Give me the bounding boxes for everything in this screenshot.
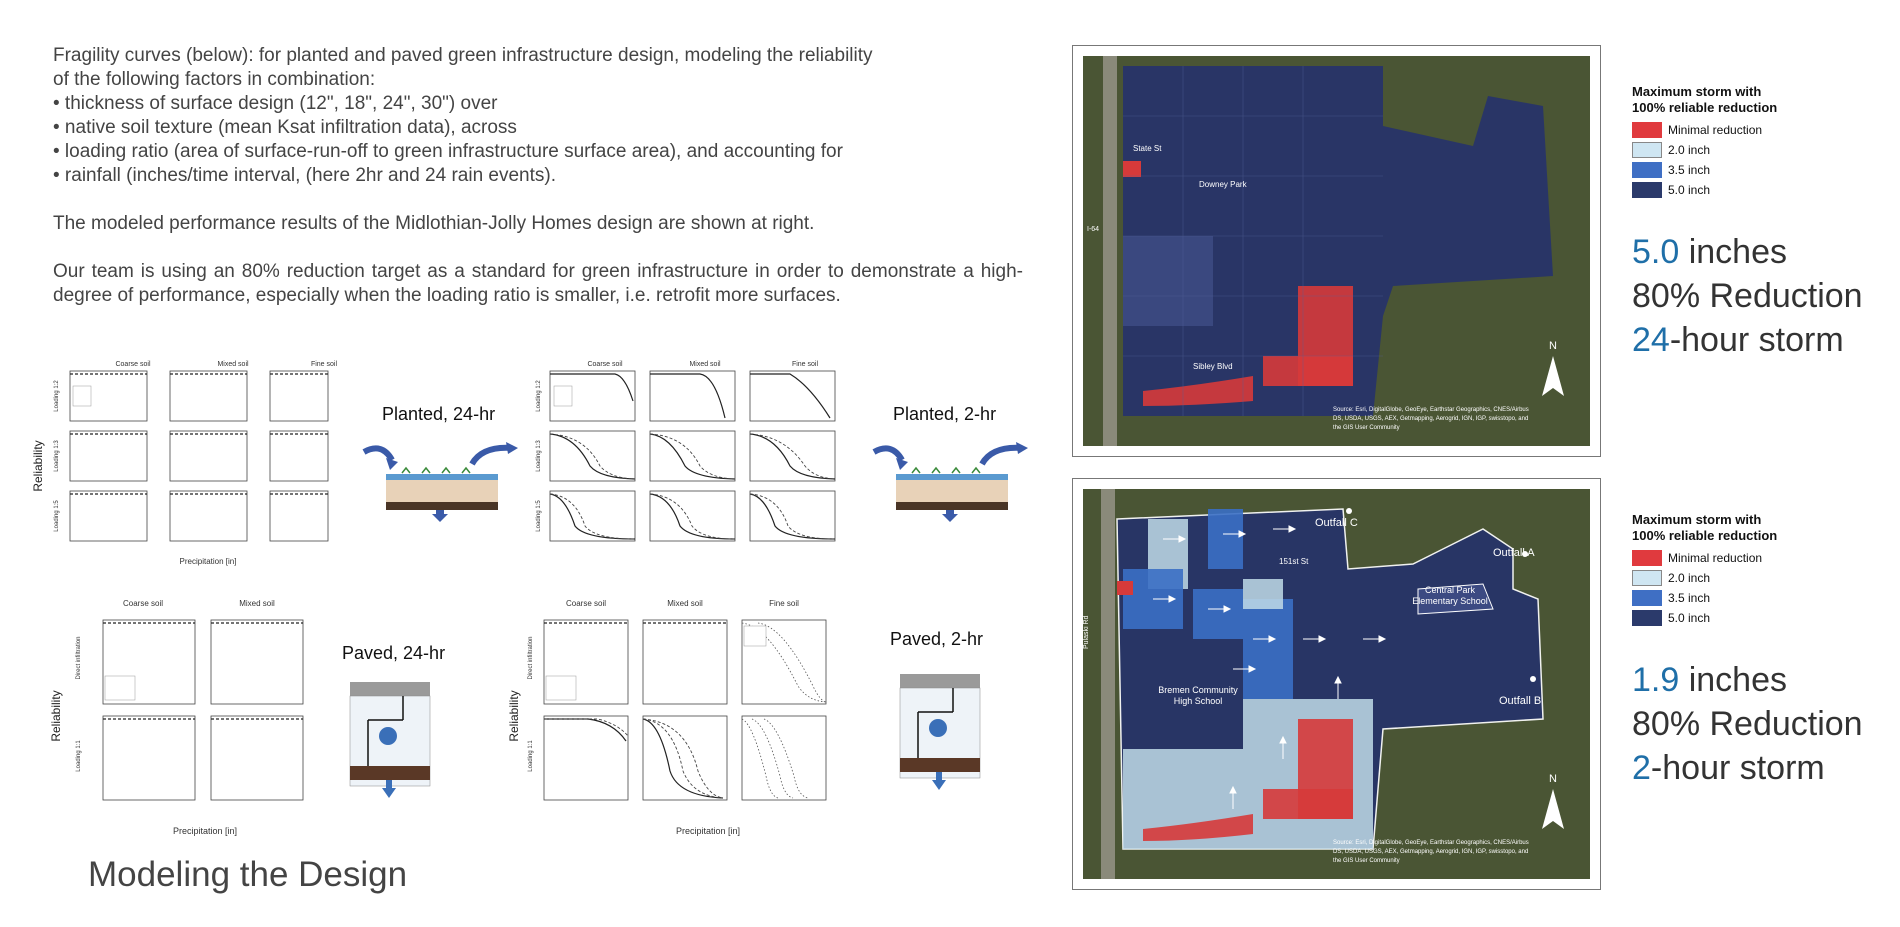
legend-swatch [1632, 182, 1662, 198]
legend-swatch [1632, 590, 1662, 606]
map-24hr-image [1083, 56, 1590, 446]
metric-storm-label: -hour storm [1650, 749, 1825, 787]
row-title: Loading 1:1 [76, 740, 82, 772]
intro-text [53, 44, 1023, 332]
row-title: Loading 1:5 [54, 500, 60, 532]
panel-label-paved-24: Paved, 24-hr [342, 643, 446, 663]
legend-item [1632, 120, 1832, 140]
paved-2hr-diagram [898, 672, 982, 792]
legend-item [1632, 140, 1832, 160]
col-title: Fine soil [769, 599, 799, 608]
y-axis-label: Reliability [49, 690, 63, 742]
col-title: Coarse soil [115, 361, 151, 368]
row-title: Loading 1:2 [54, 380, 60, 412]
x-axis-label: Precipitation [in] [172, 826, 238, 836]
row-title: Loading 1:3 [54, 440, 60, 472]
north-arrow-label: N [1549, 340, 1557, 352]
legend-item-label: 2.0 inch [1668, 571, 1711, 585]
row-title: Loading 1:2 [536, 380, 542, 412]
legend-item-label: 2.0 inch [1668, 143, 1711, 157]
legend-item-label: 5.0 inch [1668, 183, 1711, 197]
col-title: Mixed soil [689, 361, 721, 368]
row-title: Loading 1:5 [536, 500, 542, 532]
legend-swatch [1632, 550, 1662, 566]
col-title: Coarse soil [122, 599, 164, 608]
legend-map-24hr [1632, 84, 1832, 200]
x-axis-label: Precipitation [in] [179, 557, 237, 566]
intro-bullet: • native soil texture (mean Ksat infiltration data), across [53, 117, 517, 138]
legend-item [1632, 568, 1832, 588]
map-label: Downey Park [1199, 180, 1247, 189]
panel-label-planted-2: Planted, 2-hr [893, 404, 997, 424]
metric-value: 1.9 [1632, 661, 1680, 699]
map-24hr [1072, 45, 1601, 457]
map-label: State St [1133, 144, 1162, 153]
x-axis-label: Precipitation [in] [675, 826, 741, 836]
intro-line: of the following factors in combination: [53, 69, 376, 90]
y-axis-label: Reliability [507, 690, 521, 742]
planted-24hr-curves [28, 356, 338, 571]
metric-reduction: 80% Reduction [1632, 705, 1863, 743]
metric-value: 5.0 [1632, 233, 1680, 271]
legend-item [1632, 180, 1832, 200]
row-title: Direct infiltration [528, 636, 534, 680]
legend-item-label: 3.5 inch [1668, 591, 1711, 605]
legend-swatch [1632, 122, 1662, 138]
metric-depth [1632, 658, 1863, 702]
map-credit: Source: Esri, DigitalGlobe, GeoEye, Earthstar Geographics, CNES/Airbus DS, USDA, USGS, AEX, Getmapping, Aerogrid, IGN, IGP, swisstopo, and the GIS User Community [1333, 840, 1529, 864]
legend-title [1632, 512, 1832, 544]
legend-swatch [1632, 142, 1662, 158]
map-2hr-image [1083, 489, 1590, 879]
legend-item-label: 5.0 inch [1668, 611, 1711, 625]
col-title: Coarse soil [565, 599, 607, 608]
metric-storm-label: -hour storm [1669, 321, 1844, 359]
planted-2hr-curves [520, 356, 850, 546]
col-title: Mixed soil [239, 599, 275, 608]
legend-title-line: Maximum storm with [1632, 84, 1762, 99]
results-text: The modeled performance results of the Midlothian-Jolly Homes design are shown at right. [53, 213, 815, 234]
legend-swatch [1632, 610, 1662, 626]
col-title: Coarse soil [587, 361, 623, 368]
panel-label-paved-2: Paved, 2-hr [890, 629, 984, 649]
map-label: I-64 [1087, 226, 1100, 233]
legend-swatch [1632, 162, 1662, 178]
col-title: Mixed soil [217, 361, 249, 368]
legend-swatch [1632, 570, 1662, 586]
legend-item [1632, 608, 1832, 628]
map-label: Outfall C [1315, 517, 1358, 529]
col-title: Fine soil [791, 361, 819, 368]
north-arrow-label: N [1549, 773, 1557, 785]
legend-item [1632, 160, 1832, 180]
map-label: Central Park Elementary School [1412, 585, 1488, 606]
metric-storm [1632, 318, 1863, 362]
metric-storm [1632, 746, 1863, 790]
metric-2hr [1632, 658, 1863, 790]
map-2hr [1072, 478, 1601, 890]
intro-line: Fragility curves (below): for planted and paved green infrastructure design, modeling the reliability [53, 45, 873, 66]
legend-item-label: Minimal reduction [1668, 551, 1763, 565]
map-label: 151st St [1279, 557, 1309, 566]
map-label: Sibley Blvd [1193, 362, 1233, 371]
paved-2hr-curves [508, 596, 848, 836]
map-24hr-drawing [1083, 56, 1590, 446]
col-title: Mixed soil [667, 599, 703, 608]
target-text: Our team is using an 80% reduction target as a standard for green infrastructure in order to demonstrate a high-degree of performance, especially when the loading ratio is smaller, i.e. retrofit more surfaces. [53, 261, 1023, 306]
row-title: Loading 1:1 [528, 740, 534, 772]
legend-map-2hr [1632, 512, 1832, 628]
map-label: Outfall B [1499, 695, 1542, 707]
legend-item [1632, 548, 1832, 568]
legend-title-line: 100% reliable reduction [1632, 528, 1778, 543]
row-title: Direct infiltration [76, 636, 82, 680]
map-label: Bremen Community High School [1158, 685, 1238, 706]
metric-depth [1632, 230, 1863, 274]
metric-unit: inches [1679, 661, 1787, 699]
col-title: Fine soil [310, 361, 338, 368]
legend-title-line: 100% reliable reduction [1632, 100, 1778, 115]
metric-24hr [1632, 230, 1863, 362]
intro-bullet: • rainfall (inches/time interval, (here 2hr and 24 rain events). [53, 165, 556, 186]
metric-hours: 24 [1632, 321, 1670, 359]
legend-item-label: 3.5 inch [1668, 163, 1711, 177]
legend-title [1632, 84, 1832, 116]
metric-hours: 2 [1632, 749, 1651, 787]
legend-title-line: Maximum storm with [1632, 512, 1762, 527]
y-axis-label: Reliability [31, 440, 45, 492]
planted-24hr-diagram [362, 440, 522, 520]
paved-24hr-diagram [348, 680, 432, 800]
map-label: Pulaski Rd [1083, 615, 1090, 649]
page-title: Modeling the Design [88, 855, 408, 894]
paved-24hr-curves [45, 596, 345, 836]
intro-bullet: • loading ratio (area of surface-run-off to green infrastructure surface area), and accounting for [53, 141, 843, 162]
legend-item [1632, 588, 1832, 608]
metric-reduction: 80% Reduction [1632, 277, 1863, 315]
metric-unit: inches [1679, 233, 1787, 271]
map-label: Outfall A [1493, 547, 1535, 559]
row-title: Loading 1:3 [536, 440, 542, 472]
panel-label-planted-24: Planted, 24-hr [382, 404, 496, 424]
planted-2hr-diagram [872, 440, 1032, 520]
intro-bullet: • thickness of surface design (12", 18", 24", 30") over [53, 93, 498, 114]
map-credit: Source: Esri, DigitalGlobe, GeoEye, Earthstar Geographics, CNES/Airbus DS, USDA, USGS, AEX, Getmapping, Aerogrid, IGN, IGP, swisstopo, and the GIS User Community [1333, 407, 1529, 431]
legend-item-label: Minimal reduction [1668, 123, 1763, 137]
